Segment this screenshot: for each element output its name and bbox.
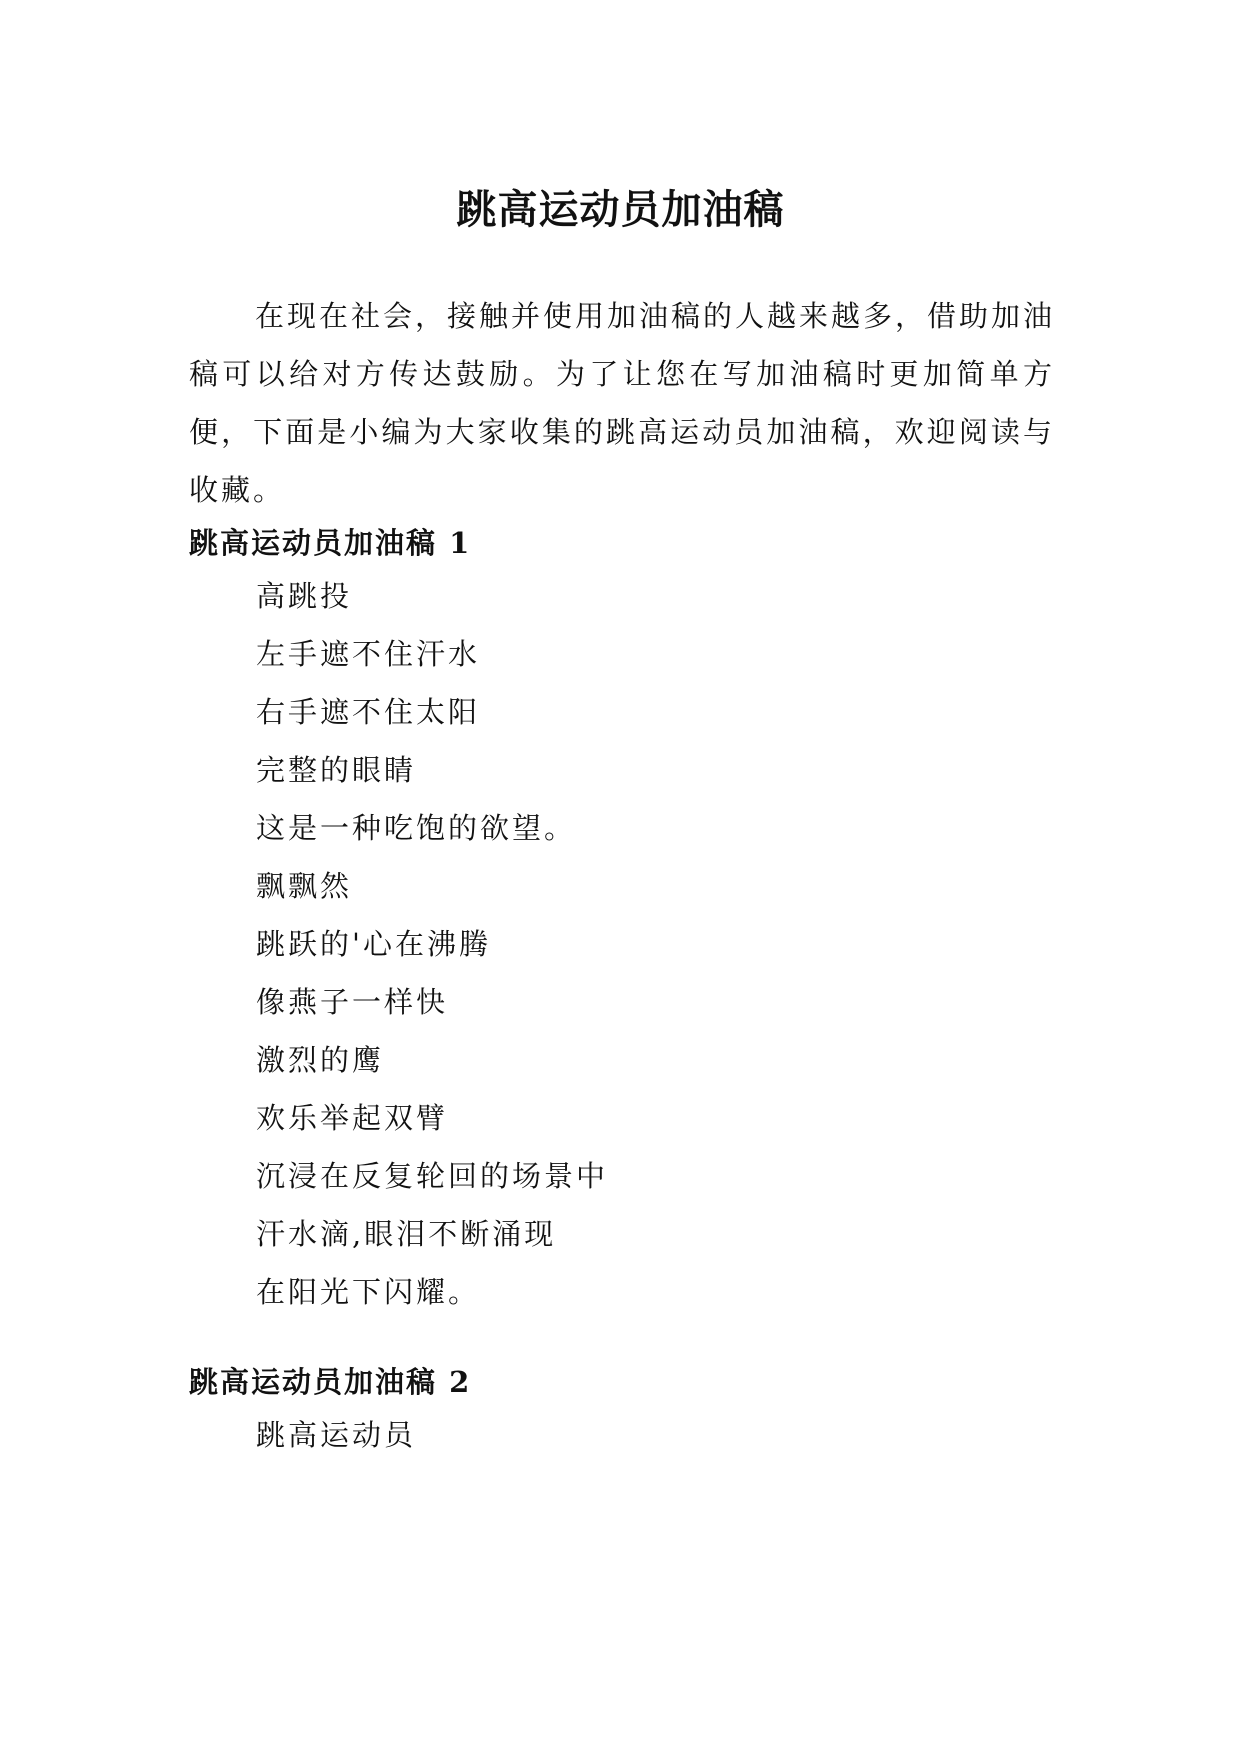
poem-1 (256, 567, 608, 1321)
poem-line: 跳高运动员 (256, 1418, 417, 1452)
poem-line: 完整的眼睛 (256, 753, 417, 787)
poem-line: 沉浸在反复轮回的场景中 (256, 1159, 609, 1193)
poem-line: 欢乐举起双臂 (256, 1101, 449, 1135)
poem-line: 汗水滴,眼泪不断涌现 (256, 1217, 557, 1251)
poem-line: 左手遮不住汗水 (256, 637, 481, 671)
poem-line: 高跳投 (256, 579, 353, 613)
poem-line: 激烈的鹰 (256, 1043, 385, 1077)
intro-paragraph: 在现在社会，接触并使用加油稿的人越来越多，借助加油稿可以给对方传达鼓励。为了让您在写加油稿时更加简单方便，下面是小编为大家收集的跳高运动员加油稿，欢迎阅读与收藏。 (189, 299, 1056, 507)
poem-line: 飘飘然 (256, 869, 353, 903)
poem-2 (256, 1406, 416, 1464)
poem-line: 右手遮不住太阳 (256, 695, 481, 729)
poem-line: 跳跃的'心在沸腾 (256, 927, 491, 961)
document-title: 跳高运动员加油稿 (456, 185, 785, 233)
poem-line: 这是一种吃饱的欲望。 (256, 811, 577, 845)
poem-line: 在阳光下闪耀。 (256, 1275, 481, 1309)
poem-line: 像燕子一样快 (256, 985, 449, 1019)
section-heading-2: 跳高运动员加油稿 2 (189, 1365, 472, 1399)
section-heading-1: 跳高运动员加油稿 1 (189, 526, 472, 560)
